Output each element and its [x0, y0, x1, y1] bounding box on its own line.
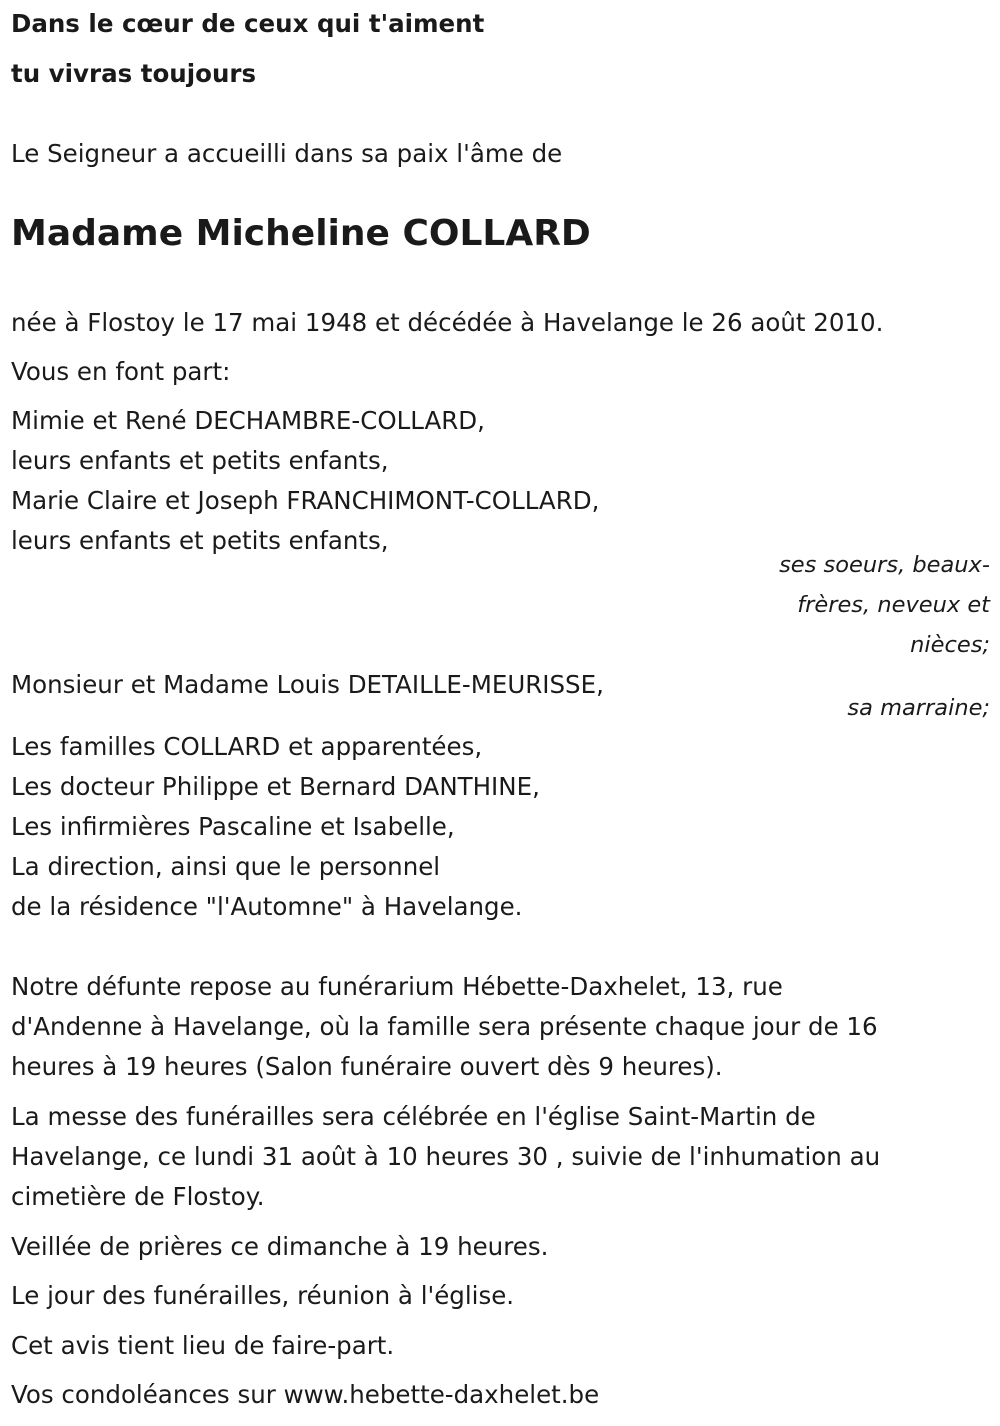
relation-siblings-2: frères, neveux et [797, 592, 990, 618]
mass-line-1: La messe des funérailles sera célébrée en l'église Saint-Martin de [11, 1102, 816, 1131]
family-line-3: Marie Claire et Joseph FRANCHIMONT-COLLARD, [11, 486, 600, 515]
family-line-8: Les infirmières Pascaline et Isabelle, [11, 812, 455, 841]
family-line-7: Les docteur Philippe et Bernard DANTHINE, [11, 772, 540, 801]
relation-godmother: sa marraine; [847, 695, 990, 721]
family-line-4: leurs enfants et petits enfants, [11, 526, 389, 555]
announce-label: Vous en font part: [11, 357, 231, 386]
repose-line-2: d'Andenne à Havelange, où la famille sera présente chaque jour de 16 [11, 1012, 878, 1041]
family-line-9: La direction, ainsi que le personnel [11, 852, 441, 881]
relation-siblings-1: ses soeurs, beaux- [779, 552, 990, 578]
family-line-1: Mimie et René DECHAMBRE-COLLARD, [11, 406, 485, 435]
notice-text: Cet avis tient lieu de faire-part. [11, 1331, 395, 1360]
epigraph-line-1: Dans le cœur de ceux qui t'aiment [11, 9, 485, 38]
deceased-name: Madame Micheline COLLARD [11, 213, 591, 254]
mass-line-3: cimetière de Flostoy. [11, 1182, 265, 1211]
relation-siblings-3: nièces; [910, 632, 990, 658]
repose-line-3: heures à 19 heures (Salon funéraire ouvert dès 9 heures). [11, 1052, 723, 1081]
epigraph-line-2: tu vivras toujours [11, 59, 257, 88]
family-line-10: de la résidence "l'Automne" à Havelange. [11, 892, 523, 921]
family-line-6: Les familles COLLARD et apparentées, [11, 732, 483, 761]
family-line-5: Monsieur et Madame Louis DETAILLE-MEURISSE, [11, 670, 604, 699]
family-line-2: leurs enfants et petits enfants, [11, 446, 389, 475]
mass-line-2: Havelange, ce lundi 31 août à 10 heures 30 , suivie de l'inhumation au [11, 1142, 881, 1171]
repose-line-1: Notre défunte repose au funérarium Hébette-Daxhelet, 13, rue [11, 972, 783, 1001]
birth-death-text: née à Flostoy le 17 mai 1948 et décédée à Havelange le 26 août 2010. [11, 308, 884, 337]
condolences-text: Vos condoléances sur www.hebette-daxhelet.be [11, 1380, 600, 1409]
meeting-text: Le jour des funérailles, réunion à l'église. [11, 1281, 515, 1310]
vigil-text: Veillée de prières ce dimanche à 19 heures. [11, 1232, 549, 1261]
intro-text: Le Seigneur a accueilli dans sa paix l'âme de [11, 139, 563, 168]
